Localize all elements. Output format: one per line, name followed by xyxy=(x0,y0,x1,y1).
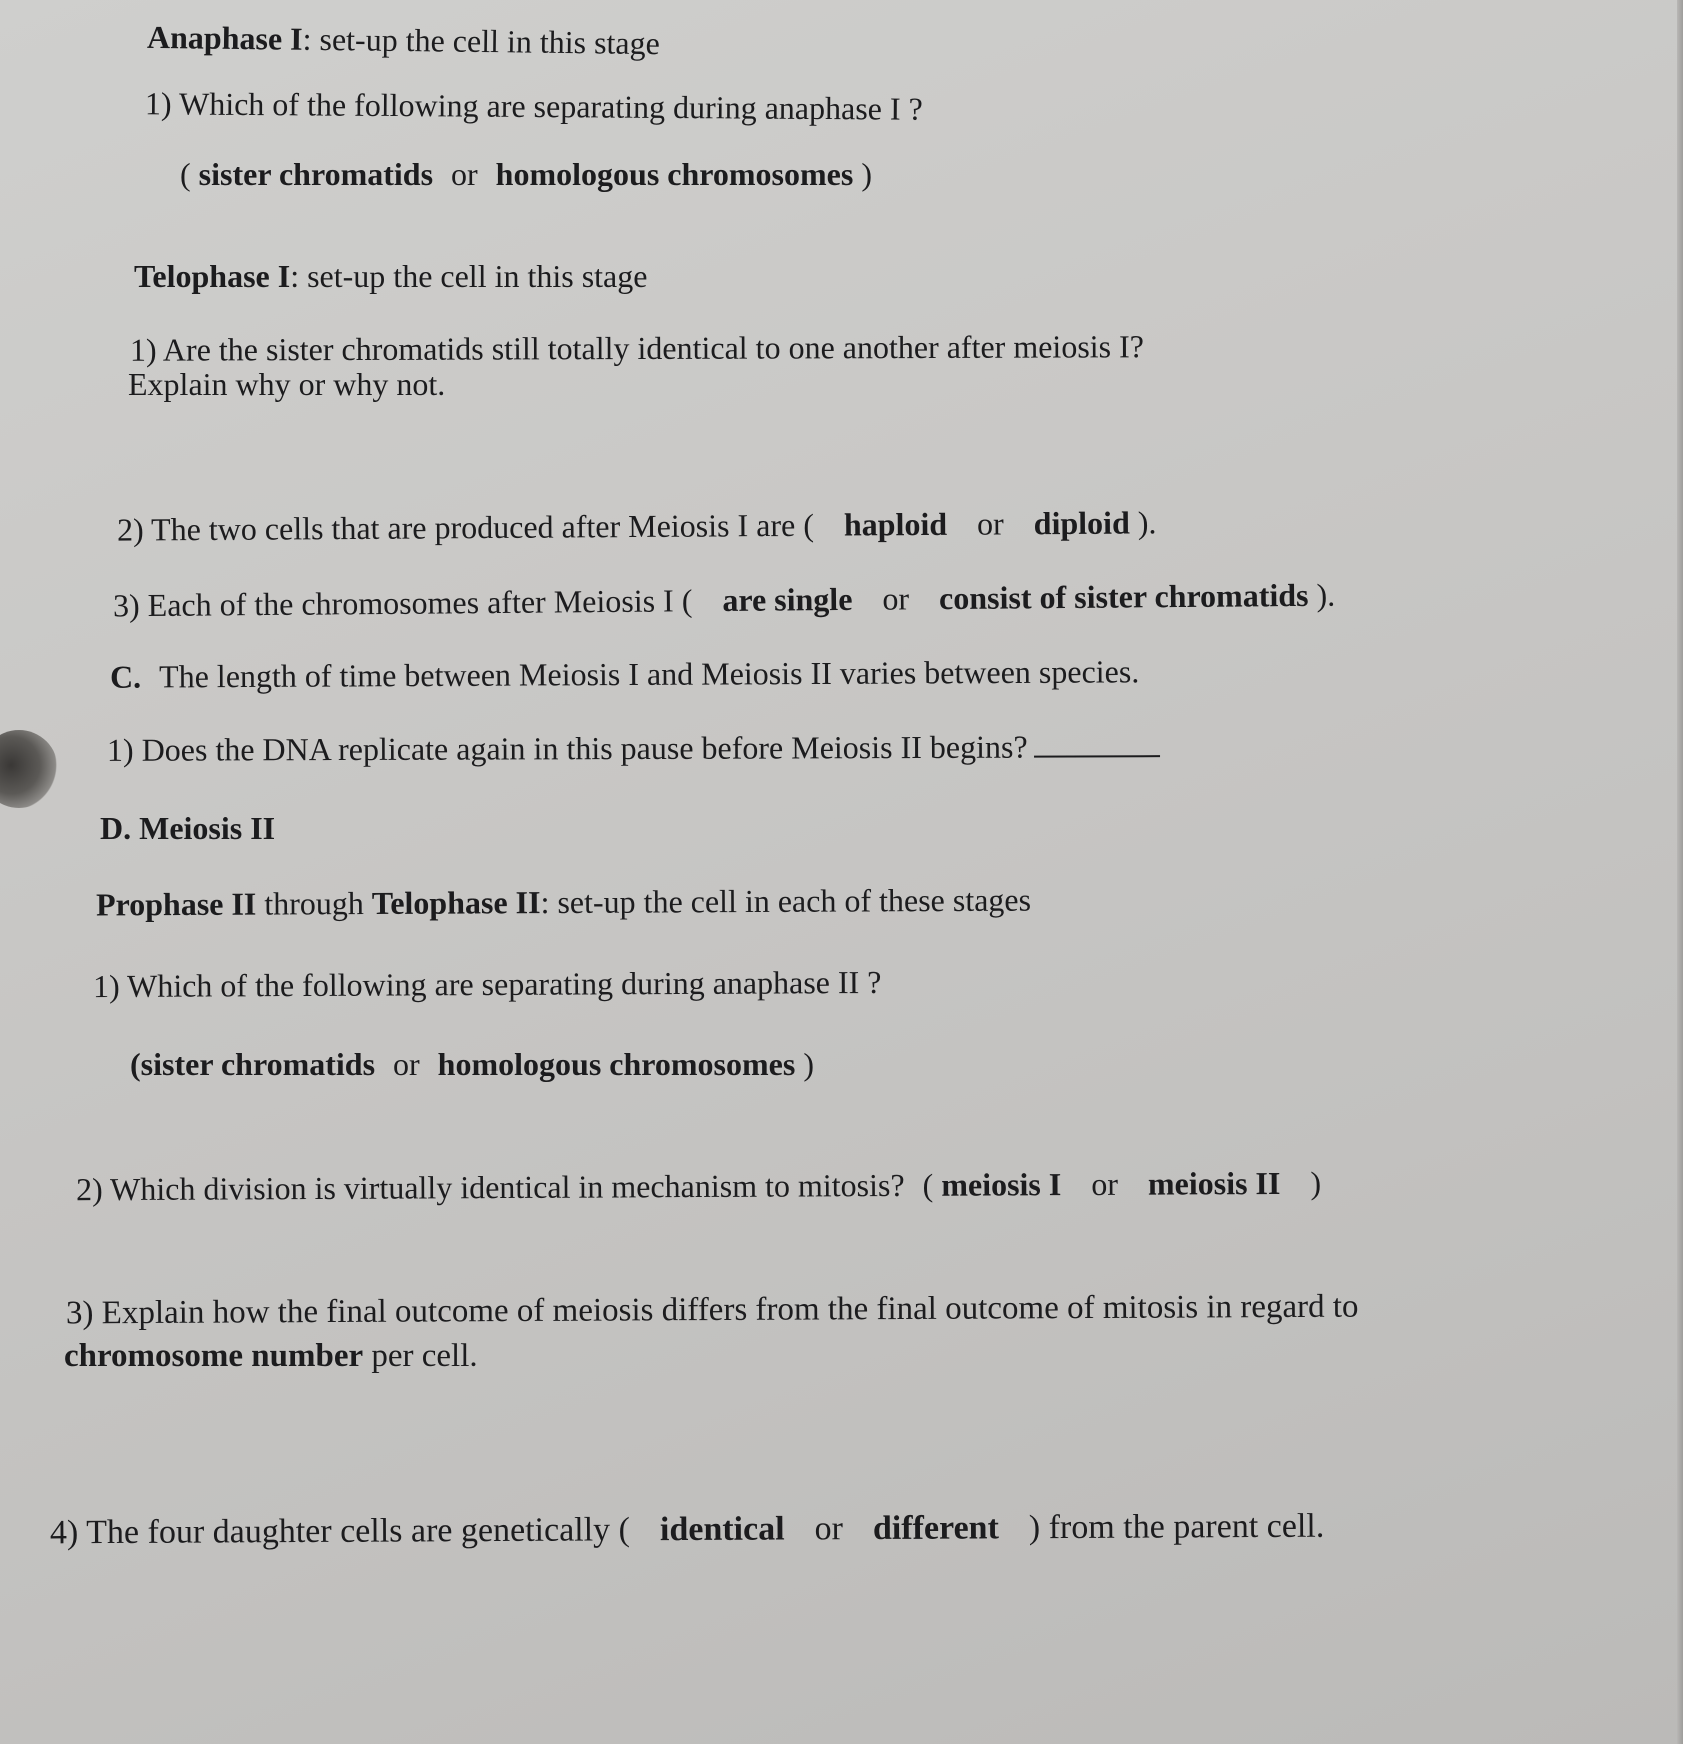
section-d-heading: D. Meiosis II xyxy=(100,810,276,846)
section-d-question-2: 2) Which division is virtually identical in mechanism to mitosis? ( meiosis I or meiosis II ) xyxy=(75,1164,1322,1208)
anaphase1-question-1: 1) Which of the following are separating during anaphase I ? xyxy=(144,85,923,127)
anaphase1-choices: ( sister chromatids or homologous chromosomes ) xyxy=(180,156,872,192)
answer-blank[interactable] xyxy=(1034,727,1160,757)
choice-consist-of-sister-chromatids[interactable]: consist of sister chromatids xyxy=(938,576,1309,617)
section-c-question-1: 1) Does the DNA replicate again in this pause before Meiosis II begins? xyxy=(107,726,1160,770)
choice-diploid[interactable]: diploid xyxy=(1033,504,1130,542)
choice-homologous-chromosomes-ii[interactable]: homologous chromosomes xyxy=(437,1046,796,1082)
telophase1-question-2: 2) The two cells that are produced after Meiosis I are ( haploid or diploid ). xyxy=(116,504,1157,548)
section-d-question-3-cont: chromosome number per cell. xyxy=(64,1338,478,1374)
choice-identical[interactable]: identical xyxy=(659,1510,785,1549)
section-d-subheading: Prophase II through Telophase II: set-up the cell in each of these stages xyxy=(95,881,1032,923)
telophase1-heading: Telophase I: set-up the cell in this stage xyxy=(134,258,648,294)
section-d-question-1: 1) Which of the following are separating during anaphase II ? xyxy=(92,963,882,1005)
choice-different[interactable]: different xyxy=(872,1509,999,1548)
choice-sister-chromatids[interactable]: sister chromatids xyxy=(198,156,434,192)
section-d-choices: (sister chromatids or homologous chromosomes ) xyxy=(130,1046,814,1082)
choice-sister-chromatids-ii[interactable]: sister chromatids xyxy=(140,1046,376,1082)
binder-hole xyxy=(0,730,58,808)
telophase1-question-1-cont: Explain why or why not. xyxy=(128,366,446,402)
choice-meiosis-ii[interactable]: meiosis II xyxy=(1147,1164,1281,1202)
section-d-question-4: 4) The four daughter cells are genetically ( identical or different ) from the parent cell. xyxy=(49,1507,1325,1552)
section-d-question-3: 3) Explain how the final outcome of meiosis differs from the final outcome of mitosis in regard to xyxy=(65,1288,1359,1332)
anaphase1-heading: Anaphase I: set-up the cell in this stage xyxy=(146,18,661,62)
page-edge xyxy=(1677,0,1683,1744)
choice-are-single[interactable]: are single xyxy=(722,580,853,619)
section-c-text: C. The length of time between Meiosis I and Meiosis II varies between species. xyxy=(109,653,1140,695)
telophase1-question-3: 3) Each of the chromosomes after Meiosis I ( are single or consist of sister chromatids ). xyxy=(112,576,1336,624)
choice-homologous-chromosomes[interactable]: homologous chromosomes xyxy=(495,156,854,192)
choice-haploid[interactable]: haploid xyxy=(843,505,948,543)
telophase1-question-1: 1) Are the sister chromatids still totally identical to one another after meiosis I? xyxy=(129,328,1144,368)
choice-meiosis-i[interactable]: meiosis I xyxy=(941,1166,1062,1203)
